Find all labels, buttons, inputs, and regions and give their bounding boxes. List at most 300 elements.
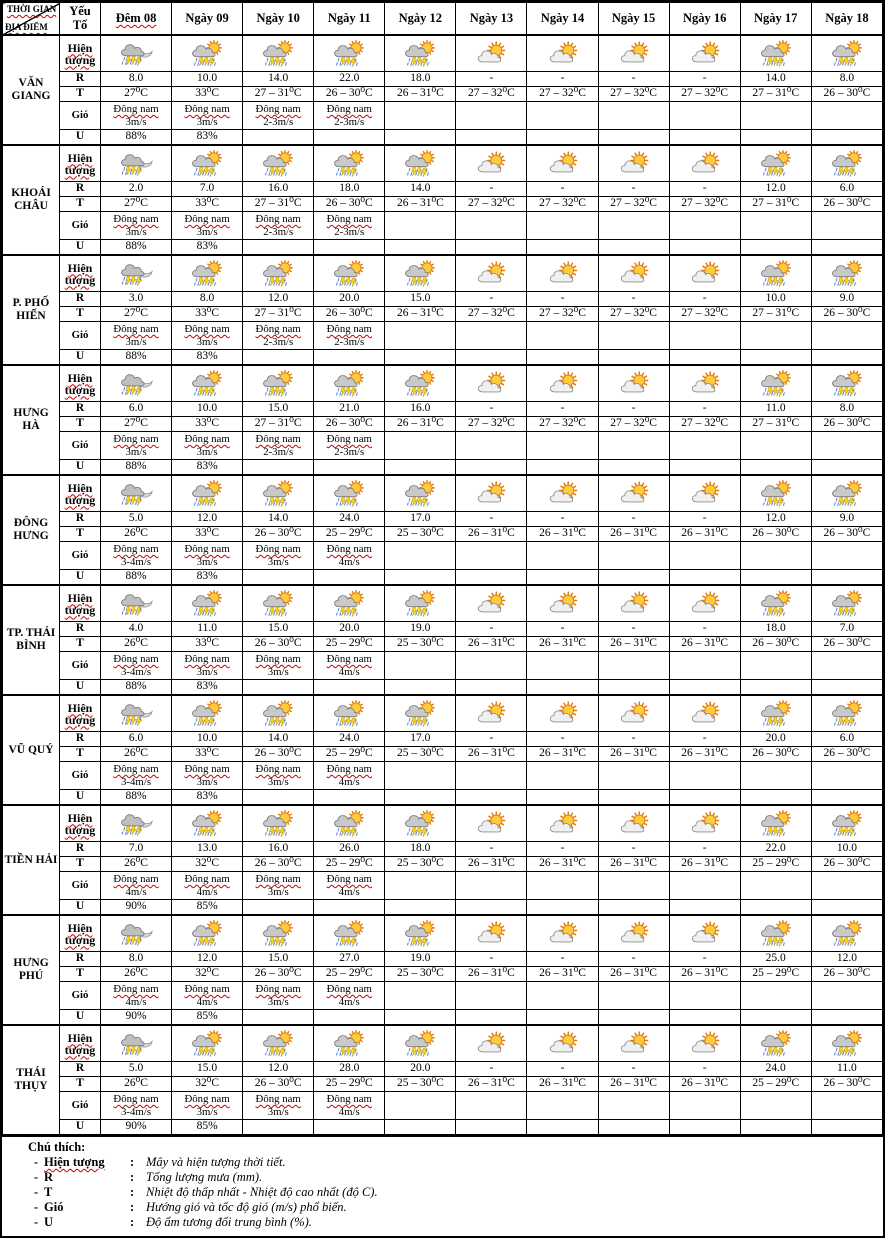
row-label-hien-tuong: Hiện tượng xyxy=(64,260,96,287)
wind-value xyxy=(598,542,669,570)
rain-value: 8.0 xyxy=(101,952,172,967)
rain-value: 2.0 xyxy=(101,182,172,197)
humidity-value xyxy=(811,350,882,366)
humidity-value xyxy=(385,130,456,146)
temperature-value: 27 – 32⁰C xyxy=(598,87,669,102)
sun-behind-cloud-icon xyxy=(598,695,669,732)
rain-value: 14.0 xyxy=(740,72,811,87)
rain-value: - xyxy=(598,182,669,197)
sun-cloud-rain-lightning-icon xyxy=(740,145,811,182)
rain-value: - xyxy=(456,292,527,307)
rain-value: - xyxy=(456,952,527,967)
location-block xyxy=(3,1025,883,1135)
temperature-value: 27 – 31⁰C xyxy=(740,197,811,212)
rain-value: 15.0 xyxy=(243,952,314,967)
legend-items xyxy=(28,1155,875,1230)
location-block xyxy=(3,255,883,365)
rain-value: - xyxy=(456,1062,527,1077)
rain-value: 18.0 xyxy=(385,72,456,87)
rain-value: 8.0 xyxy=(811,72,882,87)
row-label-t: T xyxy=(60,637,101,652)
rain-value: 22.0 xyxy=(740,842,811,857)
wind-value xyxy=(669,322,740,350)
temperature-value: 32⁰C xyxy=(172,967,243,982)
humidity-value xyxy=(669,240,740,256)
temperature-value: 26 – 31⁰C xyxy=(385,87,456,102)
rain-value: 10.0 xyxy=(811,842,882,857)
humidity-value: 83% xyxy=(172,350,243,366)
humidity-value xyxy=(811,790,882,806)
wind-value: Đông nam 3m/s xyxy=(172,322,243,350)
row-label-hien-tuong: Hiện tượng xyxy=(64,590,96,617)
temperature-value: 27 – 31⁰C xyxy=(243,197,314,212)
humidity-value xyxy=(740,460,811,476)
rain-value: 10.0 xyxy=(740,292,811,307)
wind-value xyxy=(456,212,527,240)
temperature-value: 26 – 31⁰C xyxy=(598,967,669,982)
row-label-r: R xyxy=(60,1062,101,1077)
row-label-r: R xyxy=(60,622,101,637)
wind-value: Đông nam 2-3m/s xyxy=(314,212,385,240)
forecast-table xyxy=(2,2,883,1135)
humidity-value xyxy=(598,240,669,256)
sun-behind-cloud-icon xyxy=(598,35,669,72)
rain-value: 11.0 xyxy=(740,402,811,417)
temperature-value: 27 – 32⁰C xyxy=(456,307,527,322)
row-label-hien-tuong: Hiện tượng xyxy=(64,370,96,397)
wind-value: Đông nam 4m/s xyxy=(101,982,172,1010)
humidity-value xyxy=(740,570,811,586)
sun-behind-cloud-icon xyxy=(456,805,527,842)
humidity-value: 88% xyxy=(101,130,172,146)
rain-value: - xyxy=(527,622,598,637)
sun-behind-cloud-icon xyxy=(527,1025,598,1062)
sun-behind-cloud-icon xyxy=(456,1025,527,1062)
temperature-value: 26 – 31⁰C xyxy=(456,1077,527,1092)
sun-behind-cloud-icon xyxy=(527,145,598,182)
rain-value: - xyxy=(598,292,669,307)
temperature-value: 27⁰C xyxy=(101,197,172,212)
sun-cloud-rain-lightning-icon xyxy=(740,915,811,952)
wind-value xyxy=(740,652,811,680)
humidity-value xyxy=(243,1120,314,1135)
sun-cloud-rain-lightning-icon xyxy=(243,805,314,842)
wind-value xyxy=(740,1092,811,1120)
temperature-value: 33⁰C xyxy=(172,307,243,322)
wind-value xyxy=(598,1092,669,1120)
rain-value: 20.0 xyxy=(740,732,811,747)
temperature-value: 26 – 31⁰C xyxy=(527,857,598,872)
sun-behind-cloud-icon xyxy=(669,255,740,292)
rain-value: 15.0 xyxy=(243,622,314,637)
sun-cloud-rain-lightning-icon xyxy=(385,255,456,292)
rain-value: - xyxy=(669,292,740,307)
rain-value: - xyxy=(598,512,669,527)
humidity-value xyxy=(385,1010,456,1026)
cloud-moon-rain-lightning-icon xyxy=(101,915,172,952)
wind-value xyxy=(385,432,456,460)
sun-behind-cloud-icon xyxy=(527,585,598,622)
rain-value: - xyxy=(456,72,527,87)
sun-behind-cloud-icon xyxy=(456,35,527,72)
sun-cloud-rain-lightning-icon xyxy=(172,145,243,182)
humidity-value xyxy=(456,790,527,806)
temperature-value: 26 – 31⁰C xyxy=(669,1077,740,1092)
sun-behind-cloud-icon xyxy=(669,145,740,182)
wind-value: Đông nam 3m/s xyxy=(243,652,314,680)
rain-value: - xyxy=(527,292,598,307)
humidity-value xyxy=(598,350,669,366)
row-label-hien-tuong: Hiện tượng xyxy=(64,920,96,947)
row-label-gio: Gió xyxy=(60,212,101,240)
humidity-value xyxy=(385,1120,456,1135)
wind-value xyxy=(385,212,456,240)
rain-value: 15.0 xyxy=(385,292,456,307)
row-label-gio: Gió xyxy=(60,872,101,900)
temperature-value: 27 – 32⁰C xyxy=(456,197,527,212)
sun-cloud-rain-lightning-icon xyxy=(385,35,456,72)
humidity-value xyxy=(598,460,669,476)
sun-cloud-rain-lightning-icon xyxy=(314,35,385,72)
temperature-value: 27 – 32⁰C xyxy=(598,417,669,432)
temperature-value: 27 – 32⁰C xyxy=(598,307,669,322)
sun-cloud-rain-lightning-icon xyxy=(740,695,811,732)
sun-cloud-rain-lightning-icon xyxy=(314,1025,385,1062)
row-label-t: T xyxy=(60,527,101,542)
temperature-value: 26 – 31⁰C xyxy=(456,637,527,652)
wind-value xyxy=(385,652,456,680)
wind-value xyxy=(811,872,882,900)
humidity-value xyxy=(385,900,456,916)
temperature-value: 26 – 31⁰C xyxy=(669,747,740,762)
rain-value: 12.0 xyxy=(172,512,243,527)
rain-value: 7.0 xyxy=(811,622,882,637)
wind-value: Đông nam 3-4m/s xyxy=(101,762,172,790)
temperature-value: 27 – 31⁰C xyxy=(740,87,811,102)
wind-value xyxy=(669,1092,740,1120)
humidity-value xyxy=(314,130,385,146)
cloud-moon-rain-lightning-icon xyxy=(101,805,172,842)
humidity-value xyxy=(527,570,598,586)
rain-value: 5.0 xyxy=(101,512,172,527)
humidity-value xyxy=(243,680,314,696)
temperature-value: 26 – 30⁰C xyxy=(243,637,314,652)
humidity-value: 88% xyxy=(101,790,172,806)
sun-behind-cloud-icon xyxy=(527,915,598,952)
humidity-value xyxy=(598,900,669,916)
temperature-value: 26 – 30⁰C xyxy=(314,197,385,212)
humidity-value xyxy=(669,900,740,916)
temperature-value: 33⁰C xyxy=(172,527,243,542)
temperature-value: 27⁰C xyxy=(101,87,172,102)
temperature-value: 26 – 30⁰C xyxy=(740,637,811,652)
day-header: Ngày 12 xyxy=(385,3,456,36)
humidity-value xyxy=(669,790,740,806)
humidity-value xyxy=(314,570,385,586)
temperature-value: 26 – 31⁰C xyxy=(385,417,456,432)
rain-value: - xyxy=(598,842,669,857)
legend-item: - U : Độ ẩm tương đối trung bình (%). xyxy=(34,1215,312,1229)
sun-cloud-rain-lightning-icon xyxy=(385,805,456,842)
wind-value xyxy=(811,212,882,240)
row-label-r: R xyxy=(60,402,101,417)
sun-cloud-rain-lightning-icon xyxy=(740,255,811,292)
wind-value xyxy=(527,762,598,790)
wind-value xyxy=(385,872,456,900)
temperature-value: 26 – 30⁰C xyxy=(811,857,882,872)
wind-value: Đông nam 4m/s xyxy=(314,652,385,680)
cloud-moon-rain-lightning-icon xyxy=(101,35,172,72)
rain-value: - xyxy=(527,732,598,747)
wind-value xyxy=(811,652,882,680)
temperature-value: 32⁰C xyxy=(172,1077,243,1092)
temperature-value: 26 – 31⁰C xyxy=(669,637,740,652)
sun-behind-cloud-icon xyxy=(456,255,527,292)
wind-value xyxy=(456,982,527,1010)
day-header: Ngày 15 xyxy=(598,3,669,36)
location-block xyxy=(3,805,883,915)
humidity-value: 88% xyxy=(101,240,172,256)
wind-value: Đông nam 2-3m/s xyxy=(314,432,385,460)
wind-value xyxy=(811,432,882,460)
temperature-value: 27 – 32⁰C xyxy=(456,87,527,102)
wind-value: Đông nam 3m/s xyxy=(172,212,243,240)
temperature-value: 25 – 30⁰C xyxy=(385,527,456,542)
temperature-value: 27 – 32⁰C xyxy=(527,417,598,432)
rain-value: - xyxy=(598,622,669,637)
legend-title: Chú thích: xyxy=(28,1140,86,1154)
wind-value: Đông nam 3m/s xyxy=(243,762,314,790)
humidity-value xyxy=(456,350,527,366)
row-label-t: T xyxy=(60,197,101,212)
sun-cloud-rain-lightning-icon xyxy=(385,475,456,512)
humidity-value: 83% xyxy=(172,570,243,586)
sun-behind-cloud-icon xyxy=(598,145,669,182)
rain-value: - xyxy=(598,1062,669,1077)
location-block xyxy=(3,365,883,475)
temperature-value: 26 – 30⁰C xyxy=(811,417,882,432)
temperature-value: 26⁰C xyxy=(101,857,172,872)
sun-cloud-rain-lightning-icon xyxy=(172,365,243,402)
temperature-value: 26 – 30⁰C xyxy=(811,1077,882,1092)
wind-value xyxy=(740,432,811,460)
humidity-value xyxy=(456,460,527,476)
rain-value: 15.0 xyxy=(172,1062,243,1077)
temperature-value: 26 – 30⁰C xyxy=(811,637,882,652)
humidity-value xyxy=(598,790,669,806)
rain-value: 7.0 xyxy=(101,842,172,857)
row-label-u: U xyxy=(60,460,101,476)
wind-value xyxy=(740,982,811,1010)
rain-value: 10.0 xyxy=(172,402,243,417)
humidity-value xyxy=(811,680,882,696)
wind-value xyxy=(456,432,527,460)
wind-value: Đông nam 2-3m/s xyxy=(243,432,314,460)
wind-value xyxy=(527,872,598,900)
row-label-u: U xyxy=(60,1010,101,1026)
rain-value: 11.0 xyxy=(811,1062,882,1077)
humidity-value: 85% xyxy=(172,1010,243,1026)
row-label-r: R xyxy=(60,72,101,87)
temperature-value: 25 – 30⁰C xyxy=(385,747,456,762)
sun-cloud-rain-lightning-icon xyxy=(314,805,385,842)
humidity-value xyxy=(527,790,598,806)
rain-value: 15.0 xyxy=(243,402,314,417)
time-label: THỜI GIAN xyxy=(7,4,57,14)
row-label-u: U xyxy=(60,900,101,916)
sun-behind-cloud-icon xyxy=(669,805,740,842)
sun-cloud-rain-lightning-icon xyxy=(811,1025,882,1062)
temperature-value: 27 – 31⁰C xyxy=(740,417,811,432)
humidity-value xyxy=(811,460,882,476)
humidity-value: 88% xyxy=(101,570,172,586)
rain-value: - xyxy=(527,402,598,417)
row-label-r: R xyxy=(60,512,101,527)
cloud-moon-rain-lightning-icon xyxy=(101,255,172,292)
rain-value: 6.0 xyxy=(811,732,882,747)
humidity-value xyxy=(598,130,669,146)
temperature-value: 33⁰C xyxy=(172,747,243,762)
cloud-moon-rain-lightning-icon xyxy=(101,1025,172,1062)
humidity-value xyxy=(527,130,598,146)
row-label-gio: Gió xyxy=(60,762,101,790)
temperature-value: 33⁰C xyxy=(172,417,243,432)
temperature-value: 27 – 31⁰C xyxy=(740,307,811,322)
sun-behind-cloud-icon xyxy=(456,145,527,182)
humidity-value: 83% xyxy=(172,680,243,696)
rain-value: - xyxy=(669,72,740,87)
sun-behind-cloud-icon xyxy=(456,695,527,732)
wind-value xyxy=(598,652,669,680)
sun-cloud-rain-lightning-icon xyxy=(172,915,243,952)
sun-behind-cloud-icon xyxy=(669,915,740,952)
humidity-value: 83% xyxy=(172,790,243,806)
wind-value xyxy=(811,762,882,790)
humidity-value xyxy=(456,130,527,146)
location-name: TIỀN HẢI xyxy=(3,805,60,915)
temperature-value: 26 – 31⁰C xyxy=(527,967,598,982)
humidity-value xyxy=(740,350,811,366)
sun-cloud-rain-lightning-icon xyxy=(172,35,243,72)
wind-value xyxy=(385,102,456,130)
wind-value: Đông nam 2-3m/s xyxy=(314,322,385,350)
temperature-value: 25 – 29⁰C xyxy=(314,747,385,762)
day-header: Ngày 11 xyxy=(314,3,385,36)
sun-cloud-rain-lightning-icon xyxy=(314,145,385,182)
rain-value: 12.0 xyxy=(811,952,882,967)
humidity-value xyxy=(527,350,598,366)
row-label-hien-tuong: Hiện tượng xyxy=(64,810,96,837)
wind-value xyxy=(669,762,740,790)
temperature-value: 26 – 30⁰C xyxy=(243,527,314,542)
row-label-u: U xyxy=(60,240,101,256)
humidity-value xyxy=(740,130,811,146)
temperature-value: 27 – 32⁰C xyxy=(669,197,740,212)
temperature-value: 26 – 30⁰C xyxy=(811,747,882,762)
humidity-value xyxy=(456,240,527,256)
temperature-value: 27 – 32⁰C xyxy=(527,307,598,322)
row-label-r: R xyxy=(60,952,101,967)
temperature-value: 26 – 30⁰C xyxy=(811,197,882,212)
wind-value: Đông nam 2-3m/s xyxy=(314,102,385,130)
rain-value: 6.0 xyxy=(811,182,882,197)
row-label-u: U xyxy=(60,350,101,366)
temperature-value: 27 – 32⁰C xyxy=(669,87,740,102)
humidity-value xyxy=(456,570,527,586)
rain-value: - xyxy=(456,622,527,637)
sun-cloud-rain-lightning-icon xyxy=(243,585,314,622)
humidity-value xyxy=(811,1120,882,1135)
sun-cloud-rain-lightning-icon xyxy=(314,585,385,622)
rain-value: 12.0 xyxy=(740,512,811,527)
legend-item: - Hiện tượng : Mây và hiện tượng thời tiết. xyxy=(34,1155,286,1169)
wind-value xyxy=(669,872,740,900)
rain-value: - xyxy=(527,512,598,527)
sun-cloud-rain-lightning-icon xyxy=(314,695,385,732)
sun-cloud-rain-lightning-icon xyxy=(172,805,243,842)
sun-behind-cloud-icon xyxy=(669,365,740,402)
legend-section xyxy=(2,1135,883,1236)
row-label-gio: Gió xyxy=(60,322,101,350)
day-header: Ngày 09 xyxy=(172,3,243,36)
humidity-value xyxy=(385,680,456,696)
temperature-value: 25 – 30⁰C xyxy=(385,967,456,982)
sun-behind-cloud-icon xyxy=(598,805,669,842)
temperature-value: 26 – 31⁰C xyxy=(456,857,527,872)
rain-value: - xyxy=(669,1062,740,1077)
row-label-gio: Gió xyxy=(60,652,101,680)
temperature-value: 26 – 31⁰C xyxy=(527,747,598,762)
humidity-value xyxy=(527,240,598,256)
rain-value: 20.0 xyxy=(314,622,385,637)
rain-value: - xyxy=(669,182,740,197)
rain-value: 26.0 xyxy=(314,842,385,857)
rain-value: - xyxy=(669,402,740,417)
humidity-value xyxy=(527,1010,598,1026)
wind-value: Đông nam 4m/s xyxy=(172,872,243,900)
location-block xyxy=(3,915,883,1025)
location-name: KHOÁI CHÂU xyxy=(3,145,60,255)
wind-value xyxy=(385,762,456,790)
humidity-value xyxy=(456,900,527,916)
wind-value xyxy=(811,542,882,570)
rain-value: 12.0 xyxy=(740,182,811,197)
sun-behind-cloud-icon xyxy=(669,35,740,72)
humidity-value xyxy=(385,240,456,256)
temperature-value: 26 – 30⁰C xyxy=(314,307,385,322)
row-label-hien-tuong: Hiện tượng xyxy=(64,40,96,67)
rain-value: - xyxy=(527,182,598,197)
humidity-value xyxy=(811,130,882,146)
temperature-value: 26 – 30⁰C xyxy=(314,417,385,432)
humidity-value xyxy=(740,790,811,806)
humidity-value xyxy=(740,900,811,916)
sun-behind-cloud-icon xyxy=(527,35,598,72)
humidity-value xyxy=(385,790,456,806)
humidity-value xyxy=(314,900,385,916)
rain-value: 18.0 xyxy=(314,182,385,197)
rain-value: - xyxy=(598,732,669,747)
wind-value xyxy=(669,102,740,130)
temperature-value: 32⁰C xyxy=(172,857,243,872)
wind-value: Đông nam 4m/s xyxy=(314,542,385,570)
row-label-gio: Gió xyxy=(60,102,101,130)
rain-value: 27.0 xyxy=(314,952,385,967)
temperature-value: 27 – 31⁰C xyxy=(243,307,314,322)
temperature-value: 26 – 31⁰C xyxy=(669,967,740,982)
sun-cloud-rain-lightning-icon xyxy=(740,585,811,622)
humidity-value xyxy=(811,900,882,916)
